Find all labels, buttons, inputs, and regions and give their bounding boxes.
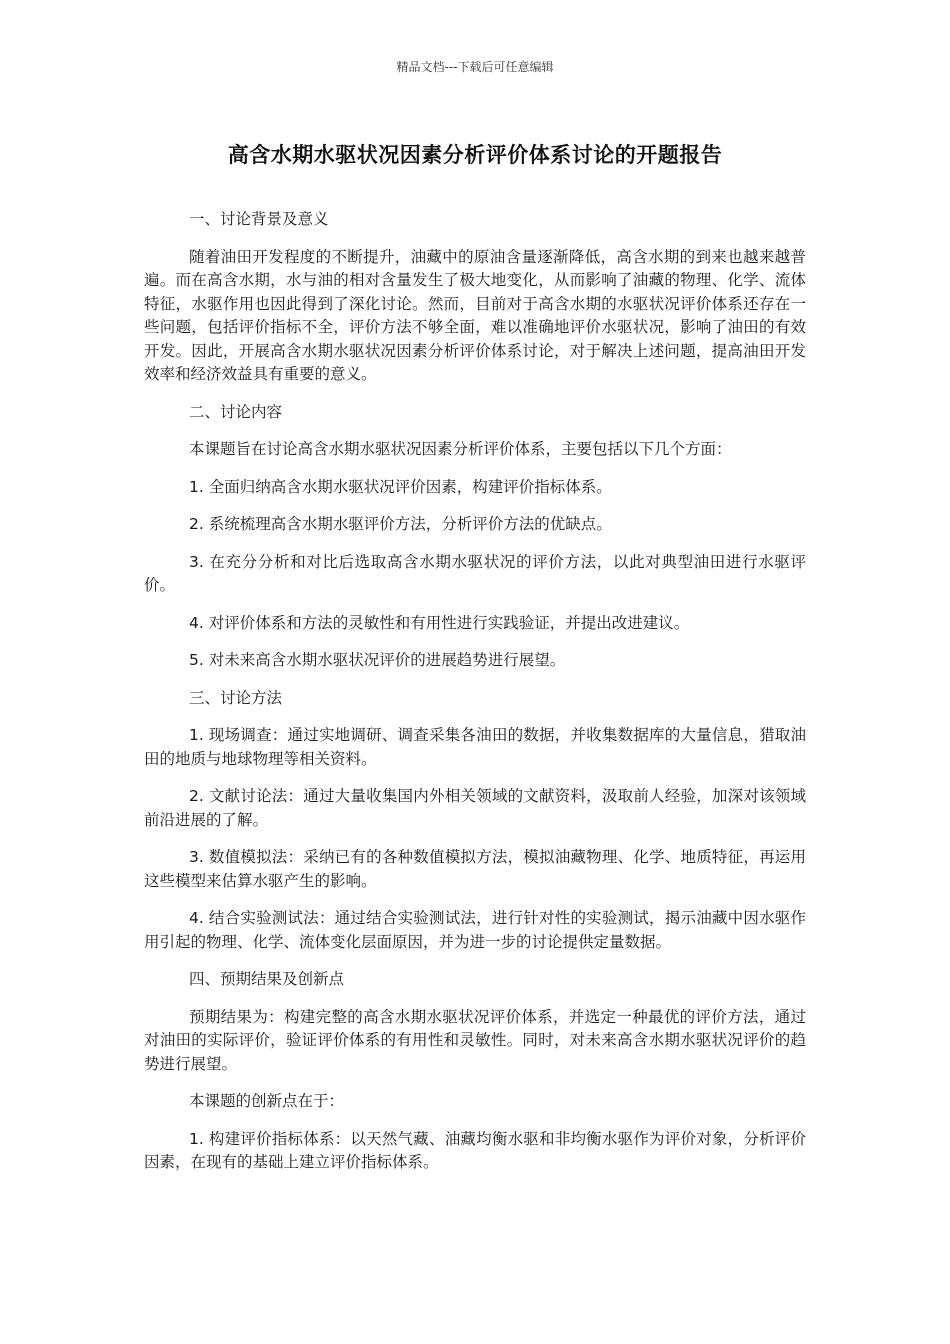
method-item-4: 4. 结合实验测试法：通过结合实验测试法，进行针对性的实验测试，揭示油藏中因水驱作用引起的物理、化学、流体变化层面原因，并为进一步的讨论提供定量数据。 bbox=[144, 909, 806, 951]
paragraph-expected-results: 预期结果为：构建完整的高含水期水驱状况评价体系，并选定一种最优的评价方法，通过对油田的实际评价，验证评价体系的有用性和灵敏性。同时，对未来高含水期水驱状况评价的趋势进行展望。 bbox=[144, 1007, 806, 1073]
document-body bbox=[144, 208, 806, 1189]
method-item-2: 2. 文献讨论法：通过大量收集国内外相关领域的文献资料，汲取前人经验，加深对该领域前沿进展的了解。 bbox=[144, 787, 806, 829]
content-item-2: 2. 系统梳理高含水期水驱评价方法，分析评价方法的优缺点。 bbox=[189, 515, 612, 533]
section-heading-methods: 三、讨论方法 bbox=[189, 688, 283, 707]
method-item-3: 3. 数值模拟法：采纳已有的各种数值模拟方法，模拟油藏物理、化学、地质特征，再运用这些模型来估算水驱产生的影响。 bbox=[144, 848, 806, 890]
section-heading-content: 二、讨论内容 bbox=[189, 402, 283, 421]
content-item-5: 5. 对未来高含水期水驱状况评价的进展趋势进行展望。 bbox=[189, 651, 566, 669]
innovation-item-1: 1. 构建评价指标体系：以天然气藏、油藏均衡水驱和非均衡水驱作为评价对象，分析评价因素，在现有的基础上建立评价指标体系。 bbox=[144, 1129, 806, 1171]
section-heading-results: 四、预期结果及创新点 bbox=[189, 970, 345, 988]
paragraph-innovation-intro: 本课题的创新点在于： bbox=[189, 1092, 345, 1110]
section-heading-background: 一、讨论背景及意义 bbox=[189, 210, 329, 228]
document-title: 高含水期水驱状况因素分析评价体系讨论的开题报告 bbox=[227, 143, 723, 167]
content-item-1: 1. 全面归纳高含水期水驱状况评价因素，构建评价指标体系。 bbox=[189, 477, 612, 496]
content-item-4: 4. 对评价体系和方法的灵敏性和有用性进行实践验证，并提出改进建议。 bbox=[189, 613, 690, 632]
header-note: 精品文档---下载后可任意编辑 bbox=[396, 60, 554, 74]
content-item-3: 3. 在充分分析和对比后选取高含水期水驱状况的评价方法，以此对典型油田进行水驱评价。 bbox=[144, 552, 806, 594]
paragraph-background: 随着油田开发程度的不断提升，油藏中的原油含量逐渐降低，高含水期的到来也越来越普遍。而在高含水期，水与油的相对含量发生了极大地变化，从而影响了油藏的物理、化学、流体特征，水驱作用也因此得到了深化讨论。然而，目前对于高含水期的水驱状况评价体系还存在一些问题，包括评价指标不全，评价方法不够全面，难以准确地评价水驱状况，影响了油田的有效开发。因此，开展高含水期水驱状况因素分析评价体系讨论，对于解决上述问题，提高油田开发效率和经济效益具有重要的意义。 bbox=[144, 247, 806, 383]
paragraph-content-intro: 本课题旨在讨论高含水期水驱状况因素分析评价体系，主要包括以下几个方面： bbox=[189, 440, 732, 458]
method-item-1: 1. 现场调查：通过实地调研、调查采集各油田的数据，并收集数据库的大量信息，猎取油田的地质与地球物理等相关资料。 bbox=[144, 726, 806, 768]
